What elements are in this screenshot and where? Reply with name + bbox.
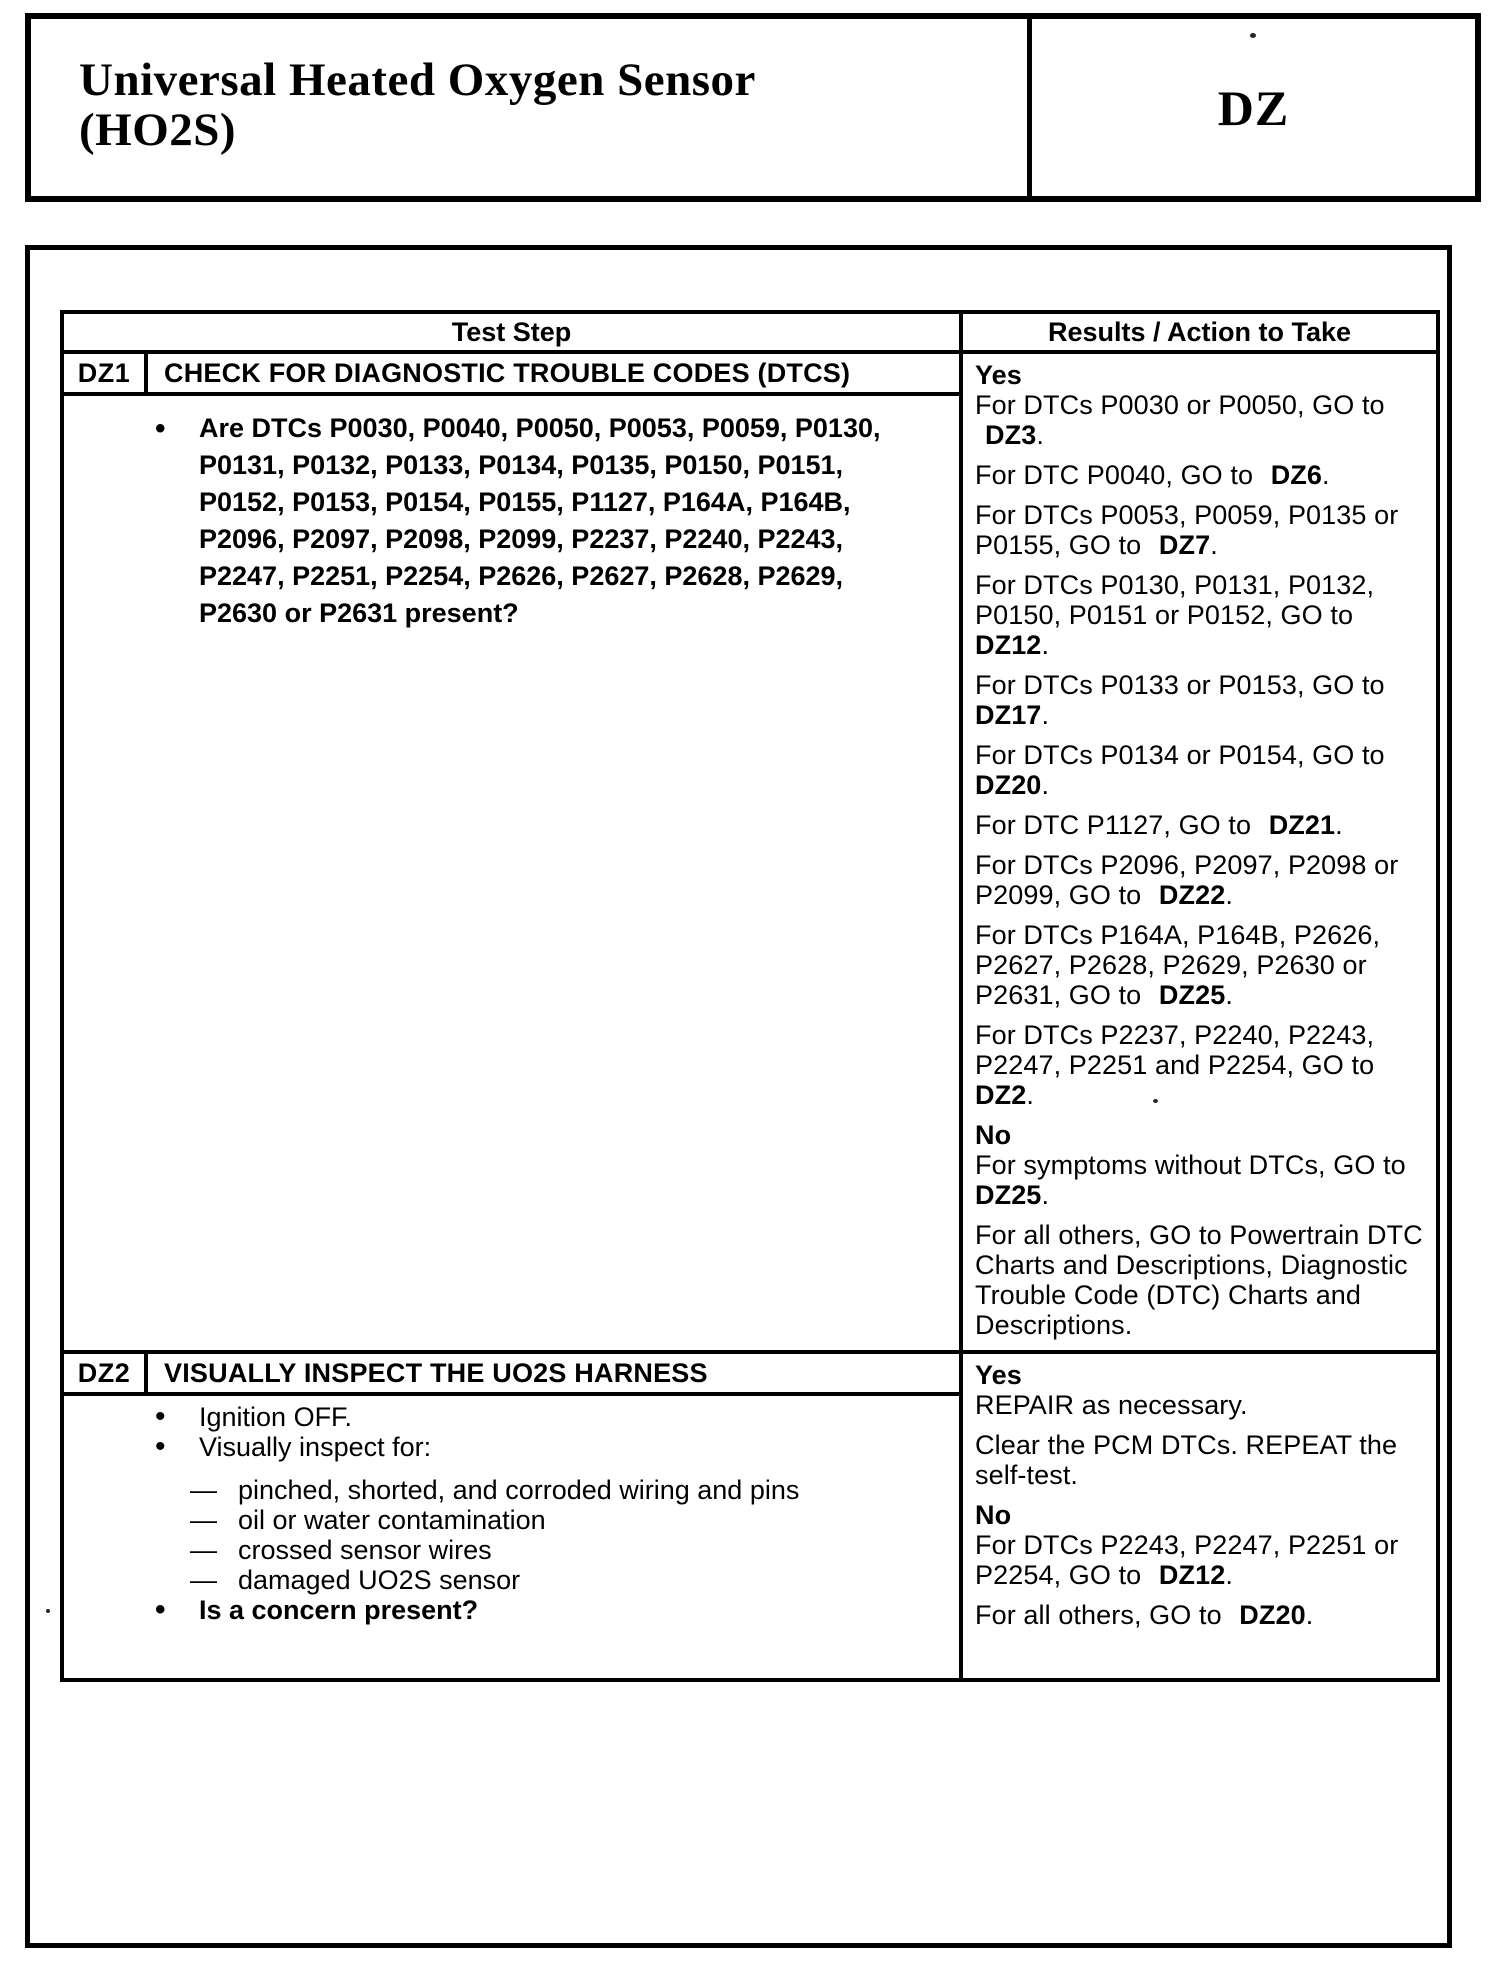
result-paragraph (975, 1600, 1434, 1630)
bullet-item (64, 410, 959, 632)
step-line: crossed sensor wires (238, 1535, 492, 1565)
dash-icon: — (190, 1505, 217, 1535)
bullet-item (64, 1432, 959, 1462)
result-paragraph (975, 740, 1434, 800)
step-line: P0152, P0153, P0154, P0155, P1127, P164A, P164B, (199, 487, 851, 517)
test-step-column-header: Test Step (64, 314, 963, 350)
step-line: Ignition OFF. (199, 1402, 353, 1432)
diagnostic-table (60, 310, 1440, 1682)
test-step-cell (64, 354, 963, 1350)
result-paragraph (975, 390, 1434, 450)
result-paragraph (975, 570, 1434, 660)
page-title-line2: (HO2S) (79, 104, 237, 156)
go-target: No (975, 1500, 1012, 1530)
bullet-icon: • (155, 1593, 166, 1626)
result-text: For DTCs P2096, P2097, P2098 or P2099, GO to (975, 850, 1399, 910)
result-text: . (1041, 630, 1050, 660)
step-text (238, 1475, 959, 1505)
result-text: For all others, GO to Powertrain DTC Charts and Descriptions, Diagnostic Trouble Code (DTC) Charts and Descriptions. (975, 1220, 1423, 1340)
result-heading (975, 360, 1434, 390)
result-text: For DTCs P0030 or P0050, GO to (975, 390, 1385, 420)
section-code: DZ (1217, 79, 1290, 136)
step-id-badge: DZ2 (64, 1354, 148, 1392)
go-target: DZ22 (1158, 880, 1226, 910)
result-text: For DTCs P2243, P2247, P2251 or P2254, GO to (975, 1530, 1399, 1590)
page-title-cell (31, 19, 1032, 196)
bullet-icon: • (155, 412, 166, 445)
go-target: DZ12 (1158, 1560, 1226, 1590)
result-paragraph (975, 670, 1434, 730)
result-paragraph (975, 1390, 1434, 1420)
result-paragraph (975, 1530, 1434, 1590)
step-list (64, 1396, 959, 1625)
step-id-badge: DZ1 (64, 354, 148, 392)
test-step-cell (64, 1354, 963, 1678)
dash-icon: — (190, 1535, 217, 1565)
go-target: DZ21 (1268, 810, 1336, 840)
result-text: . (1041, 1180, 1050, 1210)
go-target: DZ20 (1239, 1600, 1306, 1630)
result-paragraph (975, 1020, 1434, 1110)
step-header (64, 354, 959, 396)
go-target: DZ2 (975, 1080, 1027, 1110)
step-line: Visually inspect for: (199, 1432, 432, 1462)
go-target: DZ17 (975, 700, 1042, 730)
result-text: . (1210, 530, 1218, 560)
go-target: Yes (975, 1360, 1022, 1390)
result-text: . (1322, 460, 1330, 490)
result-text: For DTCs P0053, P0059, P0135 or P0155, GO to (975, 500, 1399, 560)
result-text: For symptoms without DTCs, GO to (975, 1150, 1406, 1180)
results-cell (963, 1354, 1436, 1678)
bullet-icon: • (155, 1430, 166, 1463)
result-text: For DTCs P0130, P0131, P0132, P0150, P0151 or P0152, GO to (975, 570, 1375, 630)
result-text: For DTCs P0134 or P0154, GO to (975, 740, 1385, 770)
dash-item (64, 1535, 959, 1565)
step-text (199, 1595, 959, 1625)
result-text: For all others, GO to (975, 1600, 1230, 1630)
result-text: . (1305, 1600, 1314, 1630)
go-target: DZ7 (1158, 530, 1211, 560)
go-target: DZ25 (975, 1180, 1042, 1210)
go-target: Yes (975, 360, 1022, 390)
step-text (238, 1565, 959, 1595)
step-line: P2630 or P2631 present? (199, 598, 519, 628)
result-heading (975, 1500, 1434, 1530)
result-text: . (1335, 810, 1343, 840)
step-text (199, 1402, 959, 1432)
step-header (64, 1354, 959, 1396)
result-text: Clear the PCM DTCs. REPEAT the self-test. (975, 1430, 1398, 1490)
step-text (199, 410, 959, 632)
result-text: . (1036, 420, 1044, 450)
step-line: P2247, P2251, P2254, P2626, P2627, P2628, P2629, (199, 561, 844, 591)
table-row (64, 354, 1436, 1350)
go-target: No (975, 1120, 1012, 1150)
result-paragraph (975, 920, 1434, 1010)
go-target: DZ25 (1158, 980, 1226, 1010)
result-heading (975, 1360, 1434, 1390)
go-target: DZ3 (985, 420, 1037, 450)
step-line: Are DTCs P0030, P0040, P0050, P0053, P0059, P0130, (199, 413, 881, 443)
result-text: . (1225, 980, 1233, 1010)
results-column-header: Results / Action to Take (1047, 316, 1352, 347)
go-target: DZ12 (975, 630, 1042, 660)
step-list (64, 396, 959, 632)
step-line: P0131, P0132, P0133, P0134, P0135, P0150, P0151, (199, 450, 844, 480)
step-line: P2096, P2097, P2098, P2099, P2237, P2240, P2243, (199, 524, 844, 554)
step-line: pinched, shorted, and corroded wiring and pins (238, 1475, 800, 1505)
result-paragraph (975, 810, 1434, 840)
dash-item (64, 1505, 959, 1535)
step-text (199, 1432, 959, 1462)
dash-item (64, 1565, 959, 1595)
table-header-row (64, 314, 1436, 354)
step-title: VISUALLY INSPECT THE UO2S HARNESS (164, 1357, 708, 1388)
result-paragraph (975, 1430, 1434, 1490)
page-title-line1: Universal Heated Oxygen Sensor (79, 54, 756, 106)
bullet-icon: • (155, 1400, 166, 1433)
result-text: . (1041, 770, 1050, 800)
result-paragraph (975, 1220, 1434, 1340)
result-text: For DTCs P0133 or P0153, GO to (975, 670, 1385, 700)
result-text: For DTCs P2237, P2240, P2243, P2247, P2251 and P2254, GO to (975, 1020, 1375, 1080)
go-target: DZ6 (1270, 460, 1323, 490)
step-line: oil or water contamination (238, 1505, 546, 1535)
dash-icon: — (190, 1475, 217, 1505)
result-text: For DTC P1127, GO to (975, 810, 1259, 840)
table-row (64, 1350, 1436, 1678)
result-text: . (1225, 1560, 1233, 1590)
step-line: damaged UO2S sensor (238, 1565, 521, 1595)
scan-speck (1153, 1099, 1158, 1103)
page-title (79, 55, 1027, 155)
page-header (25, 13, 1481, 202)
dash-icon: — (190, 1565, 217, 1595)
results-cell (963, 354, 1436, 1350)
result-text: REPAIR as necessary. (975, 1390, 1248, 1420)
step-text (238, 1505, 959, 1535)
result-text: . (1041, 700, 1050, 730)
dash-item (64, 1475, 959, 1505)
bullet-item (64, 1595, 959, 1625)
result-text: For DTCs P164A, P164B, P2626, P2627, P2628, P2629, P2630 or P2631, GO to (975, 920, 1381, 1010)
step-text (238, 1535, 959, 1565)
bullet-item (64, 1402, 959, 1432)
scan-speck (1250, 33, 1256, 38)
result-paragraph (975, 460, 1434, 490)
step-line: Is a concern present? (199, 1595, 479, 1625)
result-paragraph (975, 850, 1434, 910)
section-code-cell (1032, 19, 1475, 196)
result-text: . (1225, 880, 1233, 910)
result-text: . (1026, 1080, 1034, 1110)
result-text: For DTC P0040, GO to (975, 460, 1261, 490)
go-target: DZ20 (975, 770, 1042, 800)
step-title: CHECK FOR DIAGNOSTIC TROUBLE CODES (DTCS) (164, 357, 851, 388)
result-paragraph (975, 500, 1434, 560)
result-heading (975, 1120, 1434, 1150)
result-paragraph (975, 1150, 1434, 1210)
scan-speck (46, 1609, 50, 1613)
